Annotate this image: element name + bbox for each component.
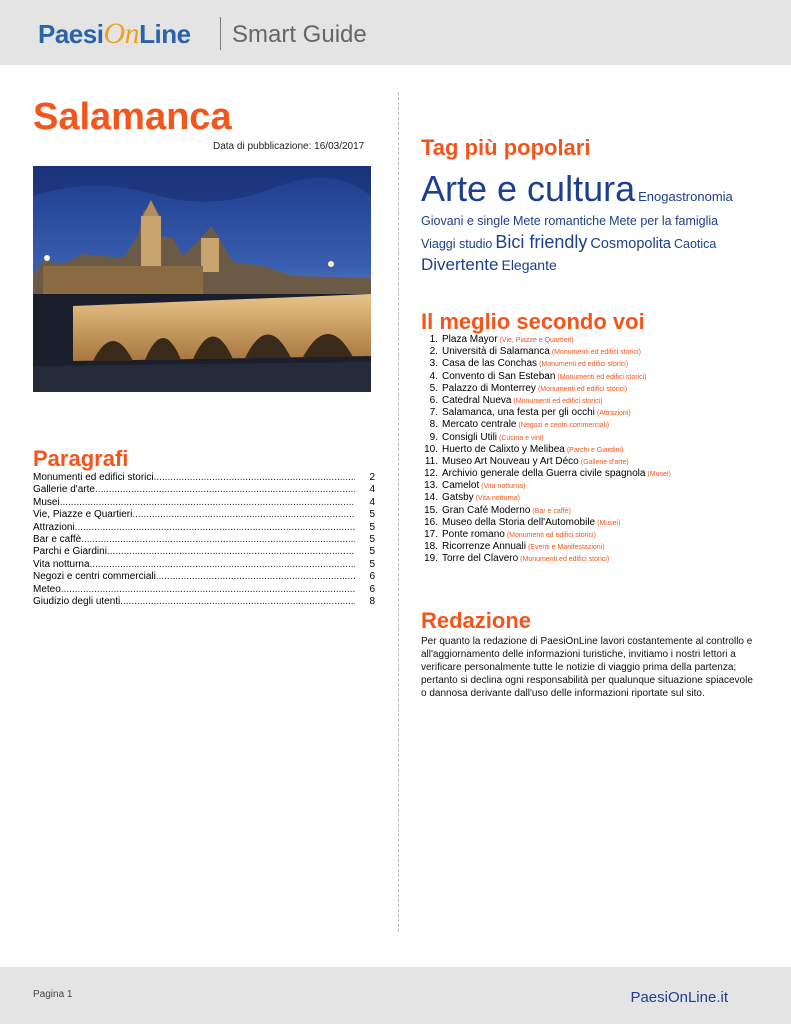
list-item-category: (Musei) [647, 471, 671, 479]
toc-item-name: Parchi e Giardini [33, 546, 107, 558]
toc-leader [61, 584, 355, 596]
list-item[interactable] [421, 456, 771, 468]
toc-item-name: Musei [33, 496, 60, 508]
list-item-number: 10. [424, 443, 438, 455]
list-item-name: Catedral Nueva [442, 394, 512, 406]
list-item[interactable] [421, 529, 771, 541]
toc-item-name: Attrazioni [33, 521, 75, 533]
list-item[interactable] [421, 444, 771, 456]
list-item[interactable] [421, 468, 771, 480]
list-item-category: (Cucina e vini) [499, 434, 544, 442]
toc-item-name: Gallerie d'arte [33, 484, 95, 496]
list-item-name: Gatsby [442, 492, 474, 504]
list-item[interactable] [421, 346, 771, 358]
list-item-category: (Musei) [597, 519, 621, 527]
list-item-name: Museo della Storia dell'Automobile [442, 516, 596, 528]
page-number: Pagina 1 [33, 989, 73, 1000]
list-item[interactable] [421, 419, 771, 431]
list-item-name: Università di Salamanca [442, 346, 550, 358]
toc-leader [154, 472, 355, 484]
list-item-name: Gran Café Moderno [442, 504, 531, 516]
list-item-name: Consigli Utili [442, 431, 498, 443]
toc-item-page: 5 [369, 533, 375, 545]
tag-link[interactable]: Mete per la famiglia [609, 214, 719, 228]
toc-item-page: 5 [369, 521, 375, 533]
toc-item[interactable] [33, 509, 375, 521]
toc-item-name: Monumenti ed edifici storici [33, 472, 154, 483]
toc-leader [95, 484, 355, 496]
tag-link[interactable]: Cosmopolita [590, 236, 671, 252]
list-item-category: (Gallerie d'arte) [580, 458, 629, 466]
list-item-category: (Monumenti ed edifici storici) [539, 361, 629, 369]
toc-item-page: 5 [369, 546, 375, 558]
list-item-category: (Attrazioni) [596, 410, 631, 418]
list-item-number: 15. [424, 504, 438, 516]
list-item-number: 13. [424, 480, 438, 492]
list-item-name: Camelot [442, 480, 480, 492]
tag-link[interactable]: Enogastronomia [638, 189, 733, 204]
toc-item-page: 2 [369, 472, 375, 483]
toc-item-page: 6 [369, 571, 375, 583]
toc-item[interactable] [33, 546, 375, 558]
redazione-text: Per quanto la redazione di PaesiOnLine lavori costantemente al controllo e all'aggiornamento delle informazioni turistiche, invitiamo i nostri lettori a verificare personalmente tutte le notizie di viaggio prima della partenza; pertanto si declina ogni responsabilità per qualunque situazione spiacevole o dannosa derivante dall'uso delle informazioni riportate sul sito. [421, 636, 753, 699]
page-header [0, 0, 791, 65]
toc-leader [120, 596, 355, 608]
best-list [421, 334, 771, 566]
list-item-category: (Monumenti ed edifici storici) [557, 373, 647, 381]
paesionline-logo[interactable] [38, 17, 191, 51]
tag-link[interactable]: Giovani e single [421, 214, 510, 228]
toc-item[interactable] [33, 534, 375, 546]
list-item-number: 19. [424, 553, 438, 565]
toc-item-page: 5 [369, 509, 375, 521]
toc-leader [81, 534, 355, 546]
list-item-category: (Monumenti ed edifici storici) [551, 349, 641, 357]
list-item[interactable] [421, 505, 771, 517]
list-item-number: 18. [424, 541, 438, 553]
list-item-category: (Parchi e Giardini) [566, 446, 624, 454]
tag-link[interactable]: Divertente [421, 255, 499, 274]
toc-item-page: 6 [369, 583, 375, 595]
toc-item[interactable] [33, 571, 375, 583]
list-item-category: (Vita notturna) [481, 483, 526, 491]
toc-item-name: Vie, Piazze e Quartieri [33, 509, 133, 521]
toc-item-page: 4 [369, 484, 375, 496]
toc-leader [90, 559, 355, 571]
list-item-number: 12. [424, 468, 438, 480]
logo-text-line: Line [139, 19, 191, 49]
site-link[interactable]: PaesiOnLine.it [630, 989, 728, 1006]
list-item-name: Mercato centrale [442, 419, 517, 431]
list-item[interactable] [421, 553, 771, 565]
list-item-name: Ponte romano [442, 529, 505, 540]
header-divider [220, 17, 221, 50]
toc-item-page: 5 [369, 558, 375, 570]
list-item-name: Salamanca, una festa per gli occhi [442, 407, 595, 419]
list-item-name: Archivio generale della Guerra civile spagnola [442, 468, 646, 480]
tag-cloud [421, 166, 761, 276]
toc-item[interactable] [33, 484, 375, 496]
list-item-number: 5. [429, 382, 438, 394]
list-item-number: 4. [429, 370, 438, 382]
list-item-category: (Eventi e Manifestazioni) [527, 544, 605, 552]
logo-text-on: On [103, 17, 140, 50]
tag-link[interactable]: Caotica [673, 237, 717, 251]
list-item-number: 11. [424, 455, 438, 467]
tag-link[interactable]: Bici friendly [495, 232, 588, 252]
list-item-category: (Vie, Piazze e Quartieri) [499, 337, 574, 344]
list-item-number: 3. [429, 358, 438, 370]
toc-item[interactable] [33, 497, 375, 509]
list-item[interactable] [421, 407, 771, 419]
toc-item[interactable] [33, 596, 375, 608]
best-list-title: Il meglio secondo voi [421, 309, 645, 334]
logo-text-paesi: Paesi [38, 19, 104, 49]
city-photo [33, 166, 371, 392]
toc-item-name: Meteo [33, 583, 61, 595]
list-item-category: (Monumenti ed edifici storici) [537, 385, 628, 393]
toc-leader [75, 522, 355, 534]
toc-item-name: Bar e caffè [33, 533, 82, 545]
list-item[interactable] [421, 492, 771, 504]
tag-link[interactable]: Mete romantiche [512, 214, 607, 228]
toc-item[interactable] [33, 559, 375, 571]
list-item-name: Palazzo di Monterrey [442, 382, 536, 394]
toc-leader [132, 509, 355, 521]
toc-item-name: Giudizio degli utenti [33, 595, 121, 607]
list-item[interactable] [421, 517, 771, 529]
list-item-number: 8. [429, 419, 438, 431]
toc-item-page: 4 [369, 496, 375, 508]
toc-item-name: Vita notturna [33, 558, 90, 570]
list-item-category: (Bar e caffè) [532, 507, 571, 515]
list-item-name: Ricorrenze Annuali [442, 541, 526, 553]
redazione-title: Redazione [421, 608, 532, 633]
list-item-name: Convento di San Esteban [442, 370, 556, 382]
toc-leader [60, 497, 355, 509]
list-item-category: (Monumenti ed edifici storici) [520, 556, 610, 564]
list-item[interactable] [421, 541, 771, 553]
list-item[interactable] [421, 383, 771, 395]
tag-link[interactable]: Arte e cultura [421, 168, 636, 209]
column-divider [398, 92, 399, 932]
list-item-number: 2. [429, 346, 438, 358]
list-item[interactable] [421, 395, 771, 407]
list-item-name: Torre del Clavero [442, 553, 519, 565]
list-item-number: 14. [424, 492, 438, 504]
toc-item-page: 8 [369, 595, 375, 607]
toc-leader [107, 546, 355, 558]
header-subtitle: Smart Guide [232, 21, 367, 48]
page-footer [0, 967, 791, 1024]
toc-item-name: Negozi e centri commerciali [33, 571, 156, 583]
tags-title: Tag più popolari [421, 135, 591, 160]
toc-leader [156, 571, 355, 583]
list-item-number: 16. [424, 516, 438, 528]
list-item-name: Museo Art Nouveau y Art Déco [442, 455, 579, 467]
tag-link[interactable]: Elegante [501, 257, 557, 273]
tag-link[interactable]: Viaggi studio [421, 237, 493, 251]
list-item[interactable] [421, 358, 771, 370]
publication-date: Data di pubblicazione: 16/03/2017 [213, 141, 365, 152]
list-item[interactable] [421, 334, 771, 346]
page-title: Salamanca [33, 96, 232, 138]
list-item-number: 7. [429, 407, 438, 419]
toc-item[interactable] [33, 522, 375, 534]
paragrafi-title: Paragrafi [33, 446, 129, 471]
toc-list [33, 472, 375, 608]
list-item-name: Huerto de Calixto y Melibea [442, 443, 565, 455]
list-item-number: 6. [429, 394, 438, 406]
list-item-number: 1. [429, 334, 438, 345]
list-item[interactable] [421, 480, 771, 492]
list-item-category: (Monumenti ed edifici storici) [513, 397, 603, 405]
list-item[interactable] [421, 371, 771, 383]
list-item-name: Casa de las Conchas [442, 358, 538, 370]
list-item-name: Plaza Mayor [442, 334, 498, 345]
list-item-category: (Monumenti ed edifici storici) [506, 532, 596, 539]
toc-item[interactable] [33, 584, 375, 596]
list-item-number: 9. [429, 431, 438, 443]
list-item-number: 17. [424, 529, 438, 540]
toc-item[interactable] [33, 472, 375, 484]
list-item[interactable] [421, 432, 771, 444]
list-item-category: (Negozi e centri commerciali) [518, 422, 610, 430]
list-item-category: (Vita notturna) [475, 495, 520, 503]
